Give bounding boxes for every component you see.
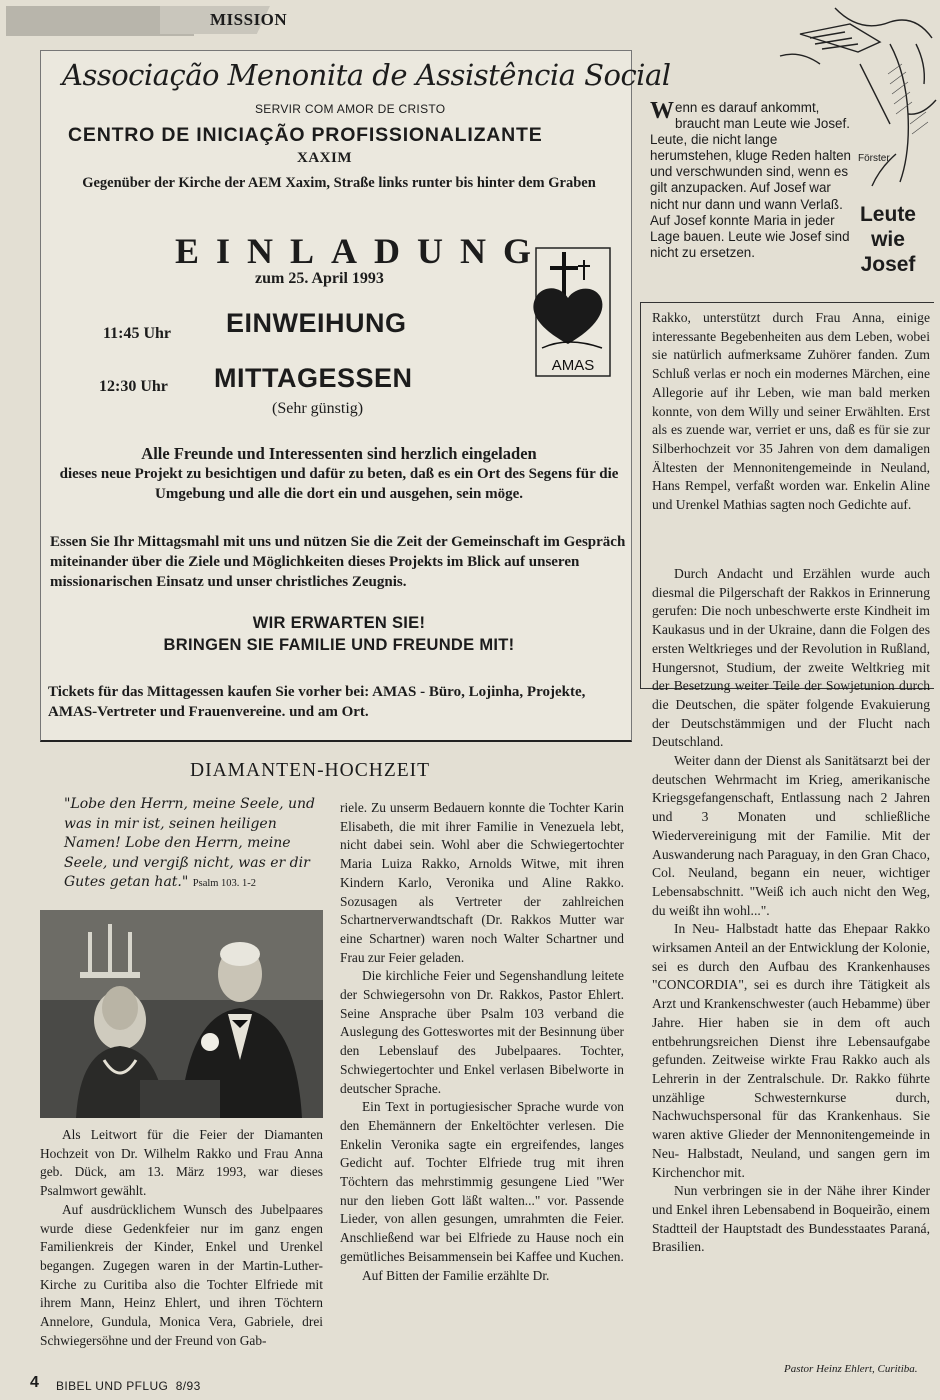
psalm-text: "Lobe den Herrn, meine Seele, und was in mir ist, seinen heiligen Namen! Lobe den Herrn, meine Seele, und vergiß nicht, was er dir Gutes getan hat." [64, 796, 315, 890]
welcome-rest: dieses neue Projekt zu besichtigen und dafür zu beten, daß es ein Ort des Segens für die Umgebung und alle die dort ein und ausgehen, sein möge. [59, 466, 619, 502]
call-to-action: WIR ERWARTEN SIE! [252, 614, 426, 632]
section-label: MISSION [210, 10, 288, 29]
article-title: DIAMANTEN-HOCHZEIT [190, 760, 431, 781]
lunch-paragraph: Essen Sie Ihr Mittagsmahl mit uns und nützen Sie die Zeit der Gemeinschaft im Gespräch miteinander über die Ziele und Möglichkeiten dieses Projekts im Blick auf unseren missionarischen Einsatz und unser christliches Zeugnis. [50, 534, 626, 590]
logo-text: AMAS [551, 357, 595, 374]
leute-title [858, 202, 918, 277]
org-name: Associação Menonita de Assistência Social [62, 58, 671, 92]
leute-title-line: Leute [859, 203, 916, 226]
invitation-heading: EINLADUNG [175, 231, 549, 271]
author-signature: Pastor Heinz Ehlert, Curitiba. [784, 1363, 918, 1375]
center-name: CENTRO DE INICIAÇÃO PROFISSIONALIZANTE [68, 124, 543, 146]
magazine-footer [56, 1379, 201, 1393]
article-paragraph: Auf ausdrücklichem Wunsch des Jubelpaares wurde diese Gedenkfeier nur im ganz engen Familienkreis der Kinder, Enkel und Urenkel begangen. Zugegen waren in der Martin-Luther-Kirche zu Curitiba also die Tochter Elfriede mit ihrem Mann, Heinz Ehlert, und ihren Töchtern Annelore, Gundula, Monica Vera, Gabriele, drei Schwiegersöhne und der Freund von Gab- [40, 1201, 323, 1348]
article-paragraph: Als Leitwort für die Feier der Diamanten Hochzeit von Dr. Wilhelm Rakko und Frau Anna geb. Dück, am 13. März 1993, war dieses Psalmwort gewählt. [40, 1127, 323, 1199]
psalm-quote [64, 795, 334, 894]
schedule-event: MITTAGESSEN [214, 363, 413, 393]
right-column-top [652, 309, 930, 515]
tickets-info: Tickets für das Mittagessen kaufen Sie vorher bei: AMAS - Büro, Lojinha, Projekte, AMAS-Vertreter und Frauenvereine. und am Ort. [48, 684, 586, 720]
article-paragraph: Nun verbringen sie in der Nähe ihrer Kinder und Enkel ihren Lebensabend in Boqueirão, einem Stadtteil der Hauptstadt des Bundesstaates Paraná, Brasilien. [652, 1183, 930, 1255]
article-paragraph: Rakko, unterstützt durch Frau Anna, einige interessante Begebenheiten aus dem Leben, wobei sie natürlich aufmerksame Zuhörer fanden. Zum Schluß verlas er noch ein modernes Märchen, eine Allegorie auf ihr Leben, wie man bald merken konnte, von dem Willy und seiner Erwählten. Erst als es zuende war, verriet er uns, daß es für sie zur Silberhochzeit vor 35 Jahren von dem damaligen Ältesten der Mennonitengemeinde in Neuland, Hans Rempel, verfaßt worden war. Enkelin Aline und Urenkel Mathias sagten noch Gedichte auf. [652, 310, 930, 513]
psalm-reference: Psalm 103. 1-2 [192, 878, 257, 889]
right-column-bottom [652, 565, 930, 1257]
article-paragraph: Die kirchliche Feier und Segenshandlung leitete der Schwiegersohn von Dr. Rakkos, Pastor Ehlert. Seine Ansprache über Psalm 103 verband die Auslegung des Gotteswortes mit der Besinnung über den Lebenslauf des Jubelpaares. Tochter, Schwiegertochter und Enkel verlasen Bibelworte in deutscher Sprache. [340, 968, 624, 1096]
schedule-time: 11:45 Uhr [103, 325, 171, 342]
leute-title-line: wie [871, 228, 905, 251]
issue-number: 8/93 [175, 1379, 201, 1393]
magazine-name: BIBEL UND PFLUG [56, 1379, 169, 1393]
location: XAXIM [297, 150, 352, 166]
directions: Gegenüber der Kirche der AEM Xaxim, Straße links runter bis hinter dem Graben [82, 175, 596, 191]
article-paragraph: Durch Andacht und Erzählen wurde auch diesmal die Pilgerschaft der Rakkos in Erinnerung gerufen: Die noch unbeschwerte erste Kindheit im Kaukasus und in der Ukraine, dann die Folgen des ersten Weltkrieges und der Revolution in Rußland, Hungersnot, Studium, der zweite Weltkrieg mit der Besetzung weiter Teile der Sowjetunion durch die Deutschen, die später folgende Evakuierung der Deutschstämmigen und der Flucht nach Deutschland. [652, 566, 930, 750]
amas-logo [522, 244, 614, 382]
call-to-action: BRINGEN SIE FAMILIE UND FREUNDE MIT! [163, 636, 515, 654]
drop-cap: W [650, 98, 674, 124]
org-motto: SERVIR COM AMOR DE CRISTO [255, 102, 446, 116]
article-paragraph: In Neu- Halbstadt hatte das Ehepaar Rakko wirksamen Anteil an der Entwicklung der Kolonie, sei es durch den Aufbau des Krankenhauses "CONCORDIA", sei es durch ihre Tätigkeit als Arzt und Krankenschwester (auch Hebamme) über Jahre. Hier haben sie in dem oft auch entbehrungsreichen Dienst ihre Lebensaufgabe gefunden. Zeitweise wirkte Frau Rakko auch als Lehrerin in der Zentralschule. Dr. Rakko führte unzählige Schwesternkurse durch, Nachwuchspersonal für das Krankenhaus. Sie waren aktive Glieder der Mennonitengemeinde in Neu- Halbstadt, Neuland, und sangen gern im Kirchenchor mit. [652, 921, 930, 1180]
leute-title-line: Josef [860, 253, 916, 276]
invitation-date: zum 25. April 1993 [255, 270, 384, 287]
left-column [40, 1126, 323, 1350]
article-paragraph: riele. Zu unserm Bedauern konnte die Tochter Karin Elisabeth, die mit ihrer Familie in Venezuela lebt, nicht dabei sein. Wohl aber die Schwiegertochter Maria Luiza Rakko, Arnolds Witwe, mit ihren Kindern Karlo, Veronika und Aline Rakko. Sozusagen als Vertreter der zahlreichen Schartnerverwandtschaft (Dr. Rakkos Mutter war eine Schartner) waren noch Walter Schartner und Frau zur Feier geladen. [340, 800, 624, 965]
sketch-caption: Förster [858, 153, 890, 164]
schedule-event: EINWEIHUNG [226, 308, 407, 338]
welcome-lead: Alle Freunde und Interessenten sind herzlich eingeladen [141, 444, 537, 463]
welcome-paragraph [48, 444, 630, 504]
article-paragraph: Weiter dann der Dienst als Sanitätsarzt bei der deutschen Wehrmacht im Krieg, amerikanische Kriegsgefangenschaft, Entlassung nach 2 Jahren und 3 Monaten und schließliche Wiedervereinigung mit der Familie. Mit der Auswanderung nach Paraguay, in den Gran Chaco, Col. Neuland, begann ein neuer, wichtiger Lebensabschnitt. "Weiß ich auch nicht den Weg, du weißt ihn wohl...". [652, 753, 930, 918]
price-note: (Sehr günstig) [272, 400, 364, 417]
page-number: 4 [30, 1374, 39, 1391]
couple-photo [40, 910, 323, 1118]
leute-body [650, 100, 855, 261]
leute-body-text: enn es darauf ankommt, braucht man Leute wie Josef. Leute, die nicht lange herumstehen, kluge Reden halten und verschwunden sind, wenn es gilt anzupacken. Auf Josef war nicht nur dann und wann Verlaß. Auf Josef konnte Maria in jeder Lage bauen. Leute wie Josef sind nicht zu ersetzen. [650, 100, 851, 260]
schedule-time: 12:30 Uhr [99, 378, 168, 395]
middle-column [340, 799, 624, 1285]
article-paragraph: Auf Bitten der Familie erzählte Dr. [362, 1267, 550, 1283]
article-paragraph: Ein Text in portugiesischer Sprache wurde von den Ehemännern der Enkeltöchter verlesen. Die Enkelin Veronika sagte ein ergreifendes, langes Gedicht auf. Tochter Elfriede trug mit ihren Töchtern das mehrstimmig gesungene Lied "Wer nur den lieben Gott läßt walten..." vor. Passende Lieder, von allen gesungen, umrahmten die Feier. Anschließend war bei Elfriede zu Hause noch ein gemütliches Beisammensein bei Kaffee und Kuchen. [340, 1099, 624, 1264]
